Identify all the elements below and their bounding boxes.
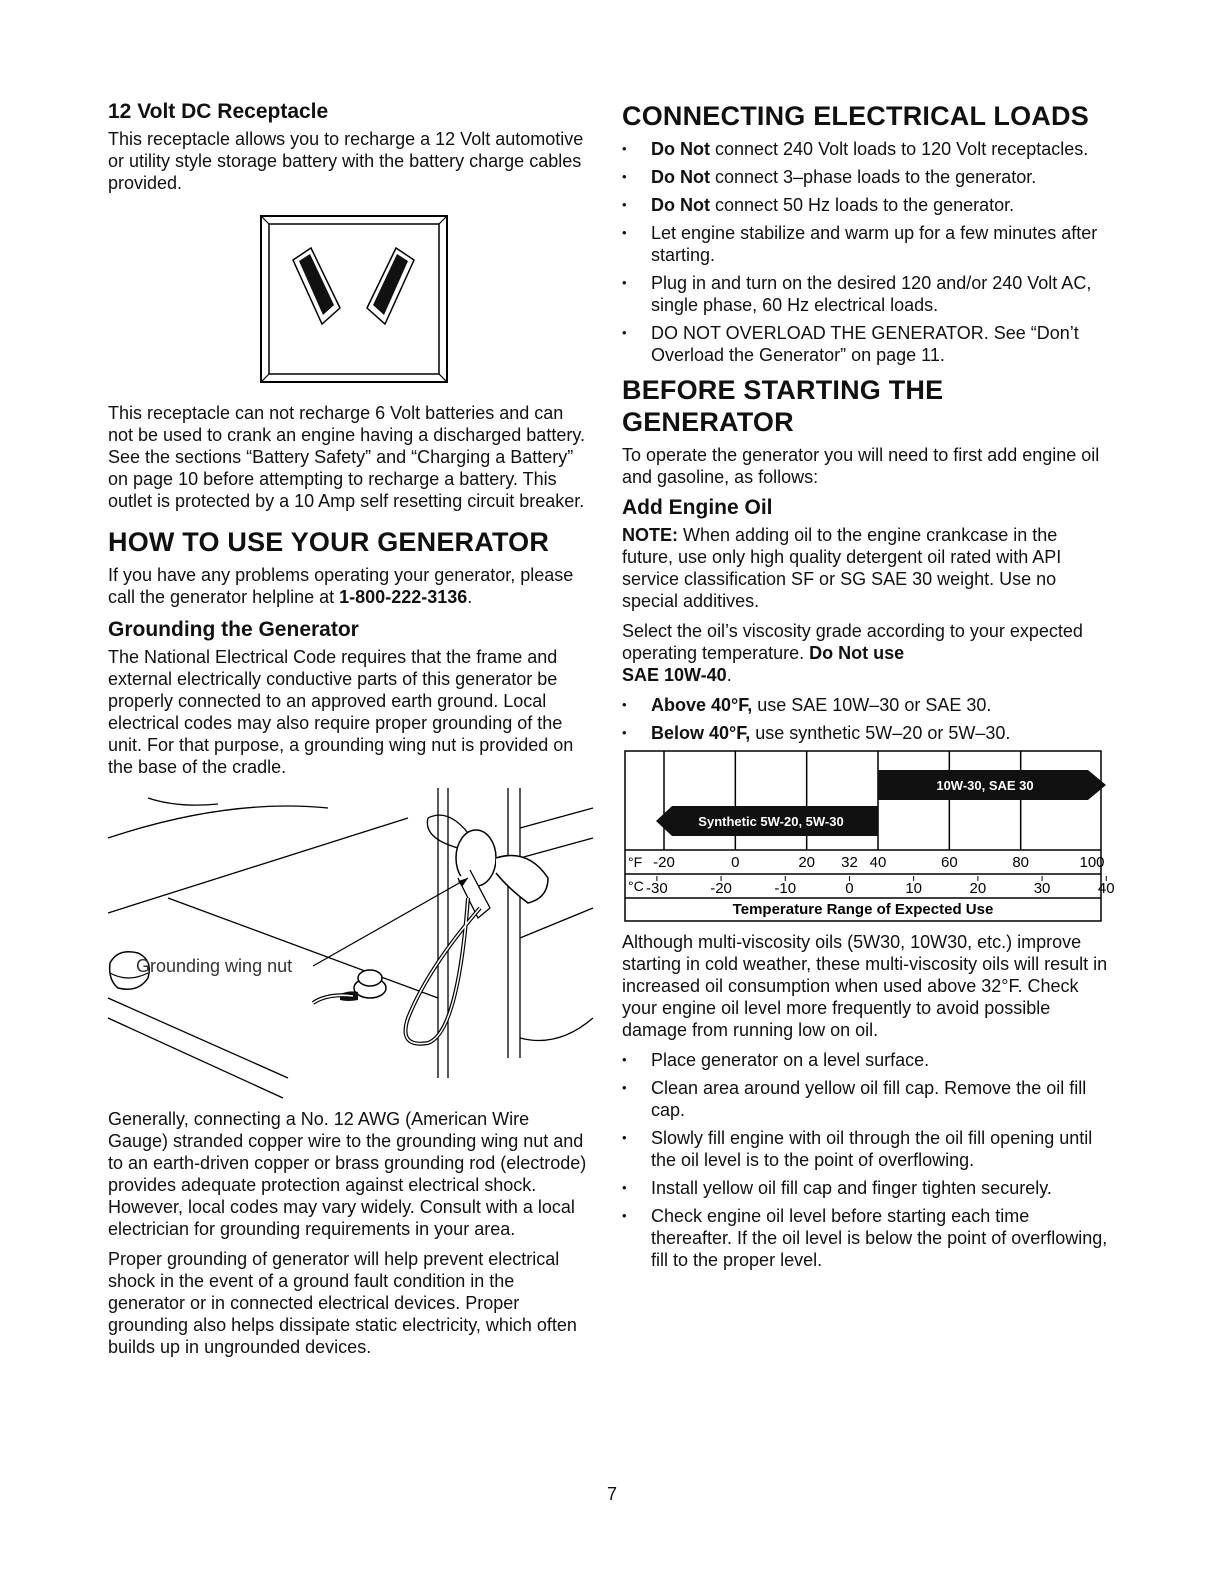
list-item: • Place generator on a level surface. xyxy=(622,1049,1110,1071)
how-to-use-intro: If you have any problems operating your generator, please call the generator helpline at 1-800-222-3136. xyxy=(108,565,574,607)
list-item: • Check engine oil level before starting each time thereafter. If the oil level is below the point of overflowing, fill to the proper level. xyxy=(622,1205,1110,1271)
celsius-tick-label: 20 xyxy=(969,880,987,897)
list-item: • Install yellow oil fill cap and finger tighten securely. xyxy=(622,1177,1110,1199)
celsius-tick-label: 10 xyxy=(905,880,923,897)
list-item: • Below 40°F, use synthetic 5W–20 or 5W–30. xyxy=(622,722,1110,744)
fahrenheit-label: °F xyxy=(628,854,643,870)
list-item: • DO NOT OVERLOAD THE GENERATOR. See “Don’t Overload the Generator” on page 11. xyxy=(622,322,1110,366)
grounding-wing-nut-label: Grounding wing nut xyxy=(136,956,293,976)
list-item: • Let engine stabilize and warm up for a few minutes after starting. xyxy=(622,222,1110,266)
grounding-figure xyxy=(108,778,593,1108)
connecting-list xyxy=(622,138,1110,366)
list-item: • Plug in and turn on the desired 120 and/or 240 Volt AC, single phase, 60 Hz electrical loads. xyxy=(622,272,1110,316)
helpline-phone: 1-800-222-3136 xyxy=(339,587,468,607)
before-starting-intro: To operate the generator you will need to first add engine oil and gasoline, as follows: xyxy=(622,445,1100,487)
fahrenheit-tick-label: 80 xyxy=(1012,854,1030,871)
oil-viscosity-chart xyxy=(624,750,1115,925)
list-item: • Do Not connect 3–phase loads to the generator. xyxy=(622,166,1110,188)
engine-oil-note: NOTE: When adding oil to the engine crankcase in the future, use only high quality detergent oil rated with API service classification SF or SG SAE 30 weight. Use no special additives. xyxy=(622,525,1062,611)
fahrenheit-tick-label: -20 xyxy=(653,854,675,871)
list-item: • Above 40°F, use SAE 10W–30 or SAE 30. xyxy=(622,694,1110,716)
fahrenheit-tick-label: 60 xyxy=(940,854,958,871)
celsius-label: °C xyxy=(628,878,644,894)
celsius-tick-label: 0 xyxy=(845,880,854,897)
grounding-para-2: Generally, connecting a No. 12 AWG (American Wire Gauge) stranded copper wire to the grounding wing nut and to an earth-driven copper or brass grounding rod (electrode) provides adequate protection against electrical shock. However, local codes may vary widely. Consult with a local electrician for grounding requirements in your area. xyxy=(108,1109,587,1239)
celsius-tick-label: 30 xyxy=(1033,880,1051,897)
fahrenheit-tick-label: 0 xyxy=(731,854,740,871)
grounding-para-1: The National Electrical Code requires that the frame and external electrically conductive parts of this generator be properly connected to an approved earth ground. Local electrical codes may also require proper grounding of the unit. For that purpose, a grounding wing nut is provided on the base of the cradle. xyxy=(108,647,574,777)
list-item: • Do Not connect 240 Volt loads to 120 Volt receptacles. xyxy=(622,138,1110,160)
celsius-tick-label: 40 xyxy=(1097,880,1115,897)
how-to-use-heading: HOW TO USE YOUR GENERATOR xyxy=(108,527,550,557)
celsius-tick-label: -30 xyxy=(646,880,668,897)
engine-oil-heading: Add Engine Oil xyxy=(622,496,773,519)
right-column xyxy=(622,100,1115,1279)
chart-axis-title: Temperature Range of Expected Use xyxy=(732,901,994,918)
fahrenheit-tick-label: 20 xyxy=(798,854,816,871)
fahrenheit-tick-label: 100 xyxy=(1079,854,1105,871)
oil-range-label: Synthetic 5W-20, 5W-30 xyxy=(698,814,844,829)
page-number: 7 xyxy=(606,1484,617,1504)
fahrenheit-tick-label: 32 xyxy=(841,854,858,871)
before-starting-heading: BEFORE STARTING THE GENERATOR xyxy=(622,375,944,437)
oil-range-label: 10W-30, SAE 30 xyxy=(936,778,1034,793)
list-item: • Clean area around yellow oil fill cap. Remove the oil fill cap. xyxy=(622,1077,1110,1121)
fahrenheit-tick-label: 40 xyxy=(869,854,887,871)
list-item: • Do Not connect 50 Hz loads to the generator. xyxy=(622,194,1110,216)
left-column xyxy=(108,100,593,1366)
grounding-para-3: Proper grounding of generator will help prevent electrical shock in the event of a ground fault condition in the generator or in connected electrical devices. Proper grounding also helps dissipate static electricity, which often builds up in ungrounded devices. xyxy=(108,1249,577,1357)
grounding-heading: Grounding the Generator xyxy=(108,618,359,641)
dc-receptacle-heading: 12 Volt DC Receptacle xyxy=(108,100,329,123)
dc-receptacle-intro: This receptacle allows you to recharge a 12 Volt automotive or utility style storage battery with the battery charge cables provided. xyxy=(108,129,584,193)
oil-steps-list xyxy=(622,1049,1110,1271)
connecting-heading: CONNECTING ELECTRICAL LOADS xyxy=(622,101,1089,131)
celsius-tick-label: -10 xyxy=(774,880,797,897)
celsius-tick-label: -20 xyxy=(710,880,732,897)
dc-receptacle-note: This receptacle can not recharge 6 Volt batteries and can not be used to crank an engine having a discharged battery. See the sections “Battery Safety” and “Charging a Battery” on page 10 before attempting to recharge a battery. This outlet is protected by a 10 Amp self resetting circuit breaker. xyxy=(108,403,585,511)
multi-viscosity-note: Although multi-viscosity oils (5W30, 10W30, etc.) improve starting in cold weather, these multi-viscosity oils will result in increased oil consumption when used above 32°F. Check your engine oil level more frequently to avoid possible damage from running low on oil. xyxy=(622,932,1108,1040)
dc-receptacle-figure xyxy=(108,202,593,392)
engine-oil-select: Select the oil’s viscosity grade according to your expected operating temperature. Do Not use SAE 10W-40. xyxy=(622,621,1083,685)
list-item: • Slowly fill engine with oil through the oil fill opening until the oil level is to the point of overflowing. xyxy=(622,1127,1110,1171)
temperature-list xyxy=(622,694,1110,744)
